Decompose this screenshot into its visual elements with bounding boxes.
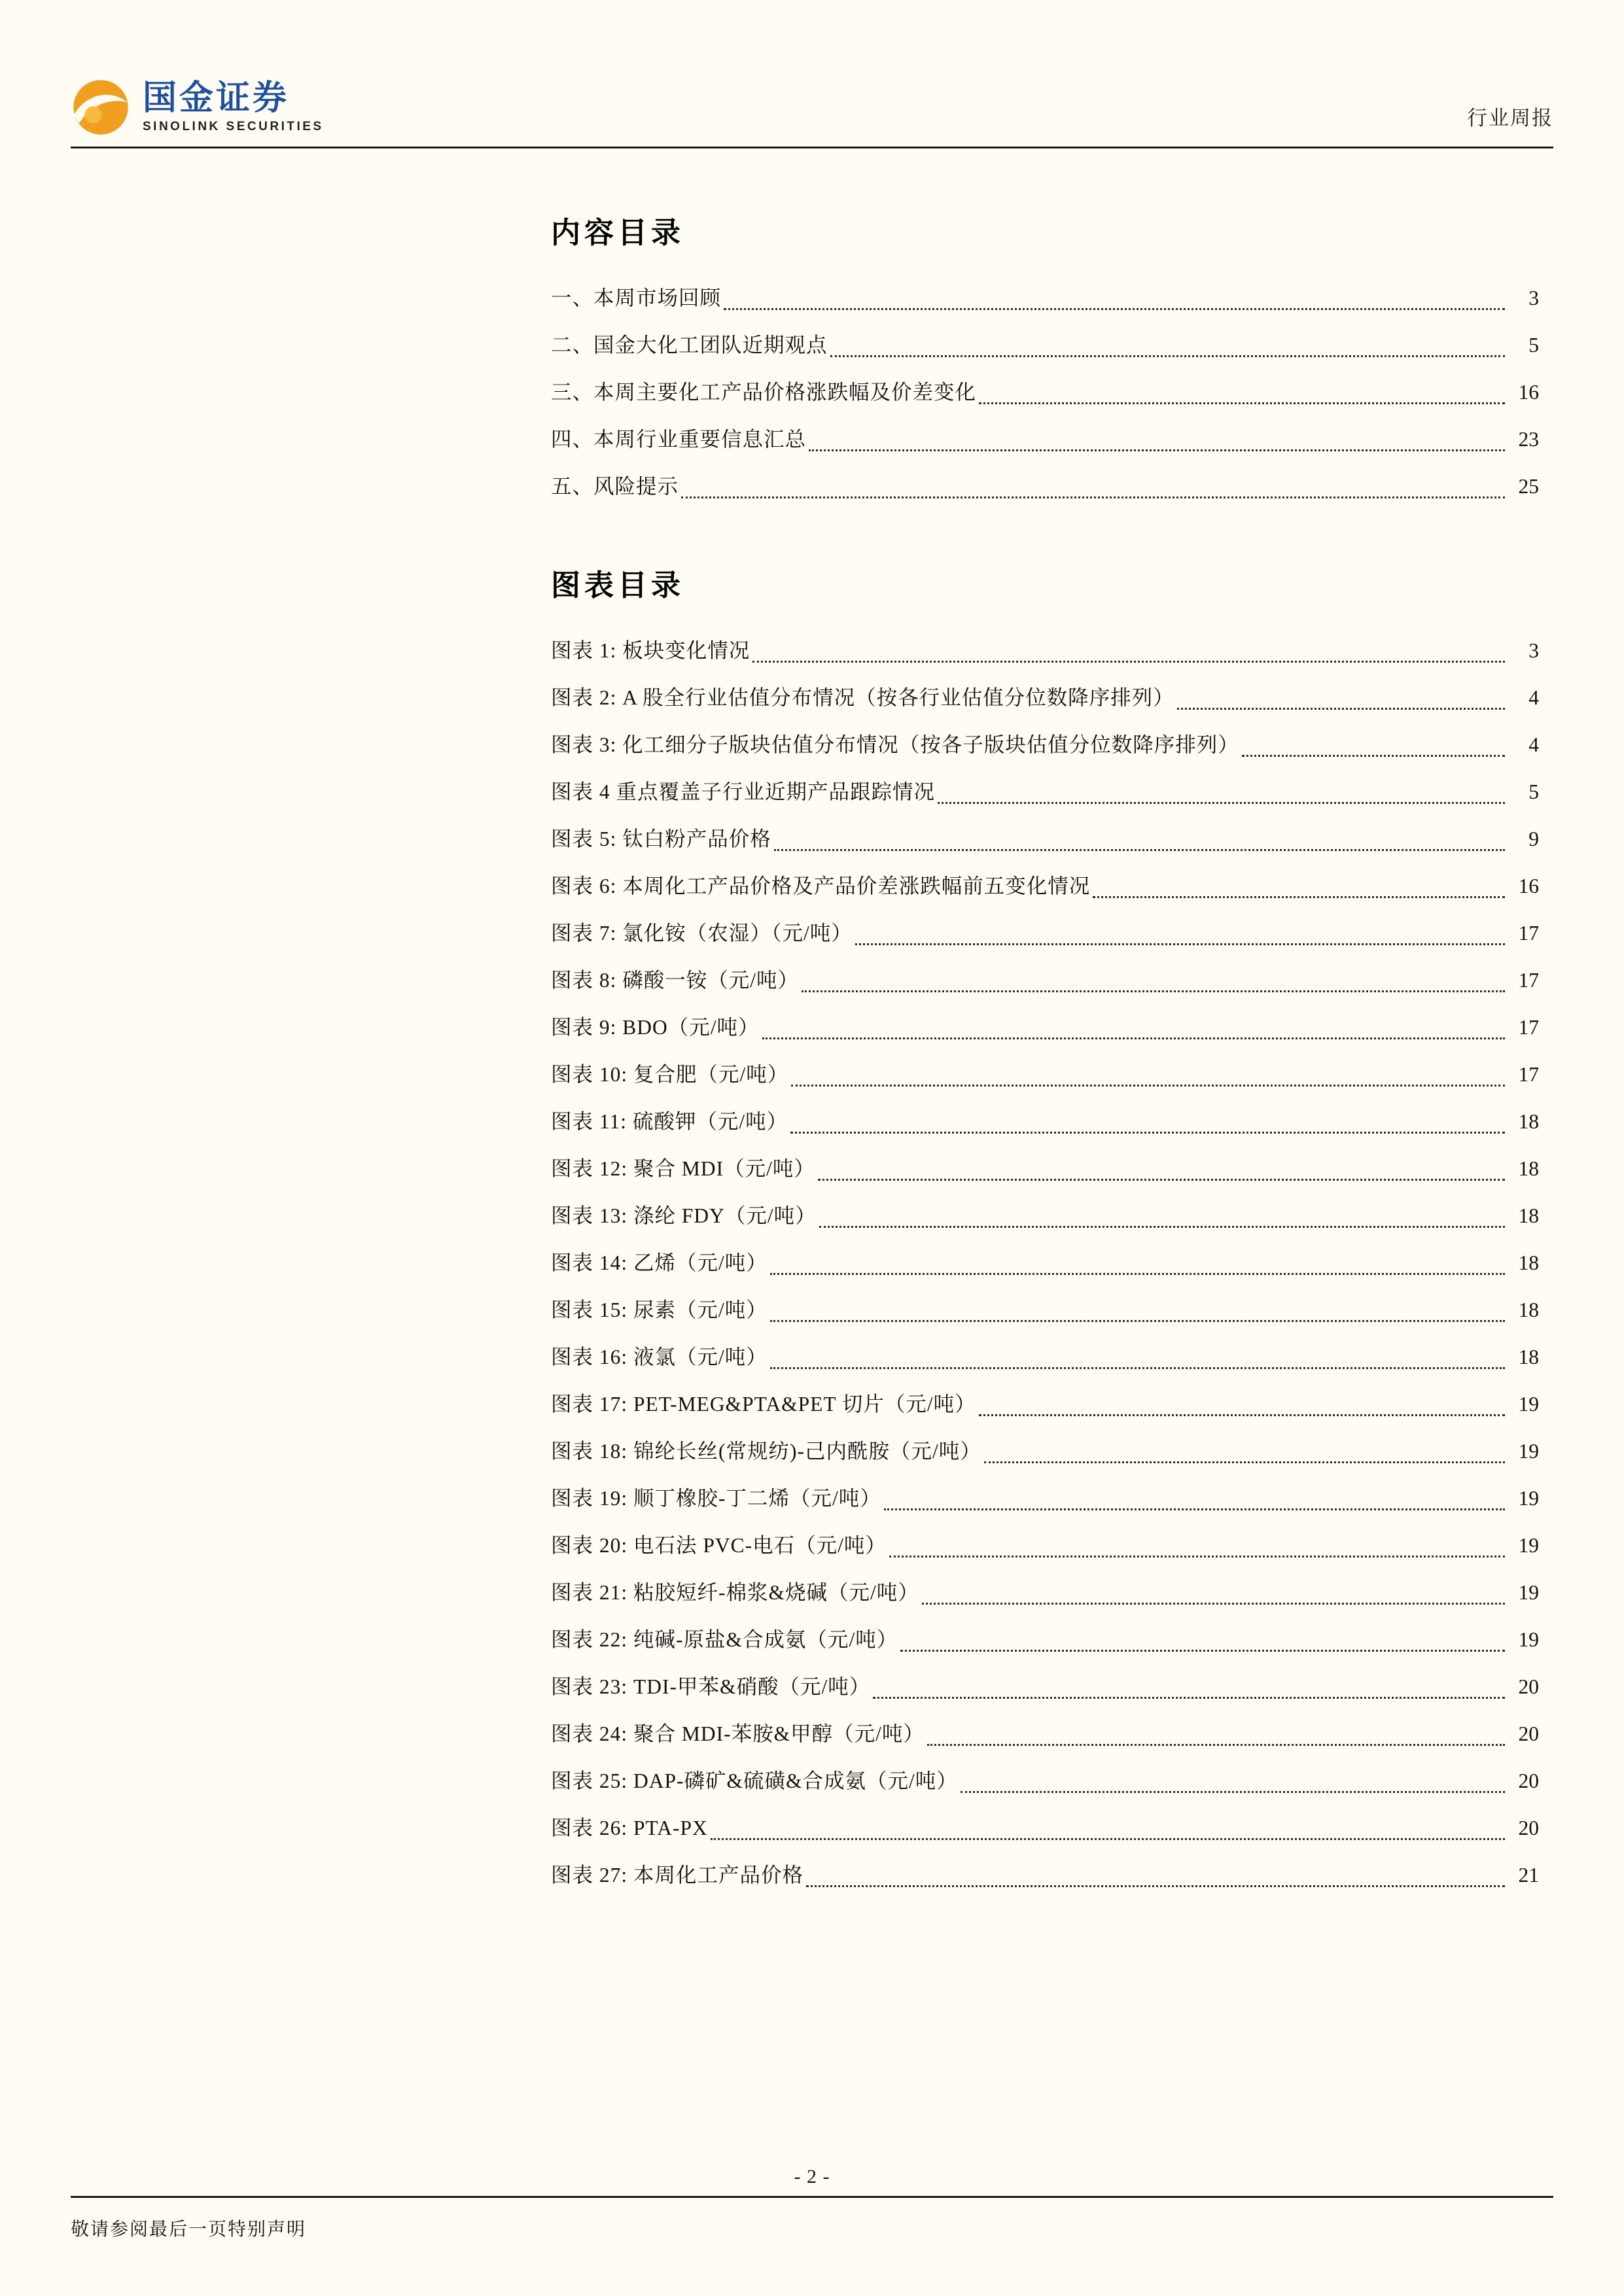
dot-leader (752, 627, 1505, 663)
dot-leader (809, 416, 1505, 451)
figure-entry-page: 20 (1518, 1675, 1539, 1698)
figure-entry-label: 图表 3: 化工细分子版块估值分布情况（按各子版块估值分位数降序排列） (551, 733, 1239, 756)
toc-entry[interactable] (551, 463, 1539, 510)
dot-leader (770, 1240, 1505, 1275)
figure-entry[interactable] (551, 1381, 1539, 1428)
figure-entry[interactable] (551, 1240, 1539, 1287)
figure-entry-page: 19 (1518, 1534, 1539, 1557)
figure-entry-label: 图表 7: 氯化铵（农湿）（元/吨） (551, 922, 853, 945)
dot-leader (979, 1381, 1505, 1416)
dot-leader (889, 1522, 1505, 1557)
toc-entry[interactable] (551, 322, 1539, 369)
toc-entry-page: 25 (1518, 475, 1539, 498)
figure-entry-label: 图表 12: 聚合 MDI（元/吨） (551, 1157, 815, 1180)
dot-leader (790, 1098, 1505, 1134)
page-number: - 2 - (794, 2166, 830, 2187)
figure-entry-page: 4 (1528, 733, 1539, 756)
figure-entry[interactable] (551, 816, 1539, 863)
figure-entry-label: 图表 13: 涤纶 FDY（元/吨） (551, 1204, 817, 1227)
figure-entry[interactable] (551, 1711, 1539, 1758)
figure-entry-page: 19 (1518, 1440, 1539, 1463)
dot-leader (806, 1852, 1505, 1887)
toc-entry-page: 23 (1518, 428, 1539, 451)
figure-entry[interactable] (551, 722, 1539, 769)
brand-logo (71, 77, 324, 137)
dot-leader (762, 1004, 1505, 1039)
dot-leader (830, 322, 1505, 357)
dot-leader (774, 816, 1505, 851)
dot-leader (961, 1758, 1505, 1793)
dot-leader (1093, 863, 1505, 898)
figure-entry-label: 图表 16: 液氯（元/吨） (551, 1346, 768, 1368)
dot-leader (711, 1805, 1505, 1840)
figure-entry-page: 19 (1518, 1628, 1539, 1651)
figure-entry-page: 19 (1518, 1487, 1539, 1510)
figure-entry-label: 图表 23: TDI-甲苯&硝酸（元/吨） (551, 1675, 871, 1698)
figure-entry-label: 图表 5: 钛白粉产品价格 (551, 827, 771, 850)
figure-entry-label: 图表 21: 粘胶短纤-棉浆&烧碱（元/吨） (551, 1581, 919, 1604)
footer-disclaimer: 敬请参阅最后一页特别声明 (71, 2219, 307, 2240)
figure-entry-label: 图表 9: BDO（元/吨） (551, 1016, 760, 1039)
toc-content (0, 148, 1624, 1899)
brand-subtitle: SINOLINK SECURITIES (143, 120, 324, 134)
figure-entry-page: 18 (1518, 1346, 1539, 1368)
toc-entry-label: 五、风险提示 (551, 475, 679, 498)
figure-entry[interactable] (551, 863, 1539, 910)
figure-entry[interactable] (551, 1616, 1539, 1663)
figure-entry-page: 18 (1518, 1298, 1539, 1321)
figure-entry-page: 18 (1518, 1204, 1539, 1227)
figure-entry-page: 20 (1518, 1817, 1539, 1839)
figure-entry-page: 18 (1518, 1251, 1539, 1274)
toc-entry-page: 16 (1518, 381, 1539, 404)
figure-entry-page: 3 (1528, 639, 1539, 662)
figure-entry-label: 图表 18: 锦纶长丝(常规纺)-己内酰胺（元/吨） (551, 1440, 981, 1463)
brand-name: 国金证券 (143, 78, 290, 117)
figure-entry-label: 图表 17: PET-MEG&PTA&PET 切片（元/吨） (551, 1393, 976, 1416)
figure-entry-label: 图表 8: 磷酸一铵（元/吨） (551, 969, 800, 992)
figure-entry[interactable] (551, 1428, 1539, 1475)
dot-leader (1177, 674, 1505, 710)
dot-leader (855, 910, 1505, 945)
figure-entry-page: 9 (1528, 827, 1539, 850)
figure-entry-label: 图表 1: 板块变化情况 (551, 639, 750, 662)
dot-leader (922, 1569, 1505, 1605)
figure-entry[interactable] (551, 769, 1539, 816)
toc-title: 内容目录 (551, 217, 685, 249)
dot-leader (873, 1663, 1505, 1699)
dot-leader (884, 1475, 1505, 1510)
figure-entry-page: 21 (1518, 1864, 1539, 1887)
dot-leader (938, 769, 1505, 804)
page-footer (71, 2166, 1553, 2241)
figure-entry[interactable] (551, 957, 1539, 1004)
figure-entry-label: 图表 24: 聚合 MDI-苯胺&甲醇（元/吨） (551, 1722, 925, 1745)
figure-entry-label: 图表 19: 顺丁橡胶-丁二烯（元/吨） (551, 1487, 881, 1510)
figure-entry-label: 图表 15: 尿素（元/吨） (551, 1298, 768, 1321)
figures-list (551, 627, 1539, 1899)
figure-entry-label: 图表 11: 硫酸钾（元/吨） (551, 1110, 788, 1133)
toc-entry-label: 一、本周市场回顾 (551, 287, 722, 309)
dot-leader (927, 1711, 1505, 1746)
dot-leader (818, 1145, 1505, 1181)
figure-entry[interactable] (551, 1569, 1539, 1616)
dot-leader (819, 1192, 1505, 1228)
figure-entry[interactable] (551, 1145, 1539, 1192)
figure-entry[interactable] (551, 1192, 1539, 1240)
figure-entry-label: 图表 22: 纯碱-原盐&合成氨（元/吨） (551, 1628, 898, 1651)
toc-entry[interactable] (551, 416, 1539, 463)
figure-entry-page: 18 (1518, 1157, 1539, 1180)
toc-list (551, 275, 1539, 510)
figure-entry-label: 图表 6: 本周化工产品价格及产品价差涨跌幅前五变化情况 (551, 875, 1091, 897)
figure-entry[interactable] (551, 1287, 1539, 1334)
figure-entry[interactable] (551, 910, 1539, 957)
figure-entry[interactable] (551, 1522, 1539, 1569)
figures-title: 图表目录 (551, 569, 685, 602)
dot-leader (979, 369, 1505, 404)
toc-entry-page: 5 (1528, 334, 1539, 357)
figure-entry[interactable] (551, 1805, 1539, 1852)
dot-leader (1242, 722, 1505, 757)
dot-leader (900, 1616, 1505, 1652)
figure-entry-page: 18 (1518, 1110, 1539, 1133)
figure-entry-label: 图表 25: DAP-磷矿&硫磺&合成氨（元/吨） (551, 1769, 958, 1792)
figure-entry-label: 图表 2: A 股全行业估值分布情况（按各行业估值分位数降序排列） (551, 686, 1174, 709)
dot-leader (770, 1287, 1505, 1322)
footer-divider (71, 2196, 1553, 2198)
toc-entry-page: 3 (1528, 287, 1539, 309)
figure-entry-label: 图表 4 重点覆盖子行业近期产品跟踪情况 (551, 780, 936, 803)
figure-entry-label: 图表 20: 电石法 PVC-电石（元/吨） (551, 1534, 887, 1557)
figure-entry-label: 图表 14: 乙烯（元/吨） (551, 1251, 768, 1274)
figure-entry[interactable] (551, 627, 1539, 674)
figure-entry-page: 17 (1518, 922, 1539, 945)
dot-leader (802, 957, 1505, 992)
figure-entry-page: 17 (1518, 1016, 1539, 1039)
figure-entry[interactable] (551, 1475, 1539, 1522)
figure-entry[interactable] (551, 1051, 1539, 1098)
toc-entry[interactable] (551, 369, 1539, 416)
figure-entry-page: 19 (1518, 1581, 1539, 1604)
toc-entry-label: 三、本周主要化工产品价格涨跌幅及价差变化 (551, 381, 977, 404)
figure-entry[interactable] (551, 1758, 1539, 1805)
figure-entry[interactable] (551, 674, 1539, 722)
figure-entry[interactable] (551, 1004, 1539, 1051)
sinolink-logo-icon (71, 77, 131, 137)
toc-entry-label: 二、国金大化工团队近期观点 (551, 334, 828, 357)
figure-entry-page: 20 (1518, 1722, 1539, 1745)
toc-entry-label: 四、本周行业重要信息汇总 (551, 428, 807, 451)
dot-leader (791, 1051, 1505, 1087)
figure-entry-page: 20 (1518, 1769, 1539, 1792)
toc-entry[interactable] (551, 275, 1539, 322)
dot-leader (724, 275, 1505, 310)
figure-entry[interactable] (551, 1334, 1539, 1381)
figure-entry-page: 16 (1518, 875, 1539, 897)
page-header (0, 0, 1624, 147)
figure-entry-page: 19 (1518, 1393, 1539, 1416)
dot-leader (770, 1334, 1505, 1369)
report-type-label: 行业周报 (1467, 107, 1553, 130)
dot-leader (984, 1428, 1505, 1463)
figure-entry-label: 图表 10: 复合肥（元/吨） (551, 1063, 789, 1086)
figure-entry[interactable] (551, 1852, 1539, 1899)
figure-entry-page: 17 (1518, 969, 1539, 992)
figure-entry-page: 5 (1528, 780, 1539, 803)
figure-entry[interactable] (551, 1663, 1539, 1711)
figure-entry-page: 4 (1528, 686, 1539, 709)
figure-entry-label: 图表 27: 本周化工产品价格 (551, 1864, 804, 1887)
figure-entry[interactable] (551, 1098, 1539, 1145)
dot-leader (681, 463, 1505, 498)
brand-text (143, 80, 324, 135)
figure-entry-page: 17 (1518, 1063, 1539, 1086)
figure-entry-label: 图表 26: PTA-PX (551, 1817, 708, 1839)
